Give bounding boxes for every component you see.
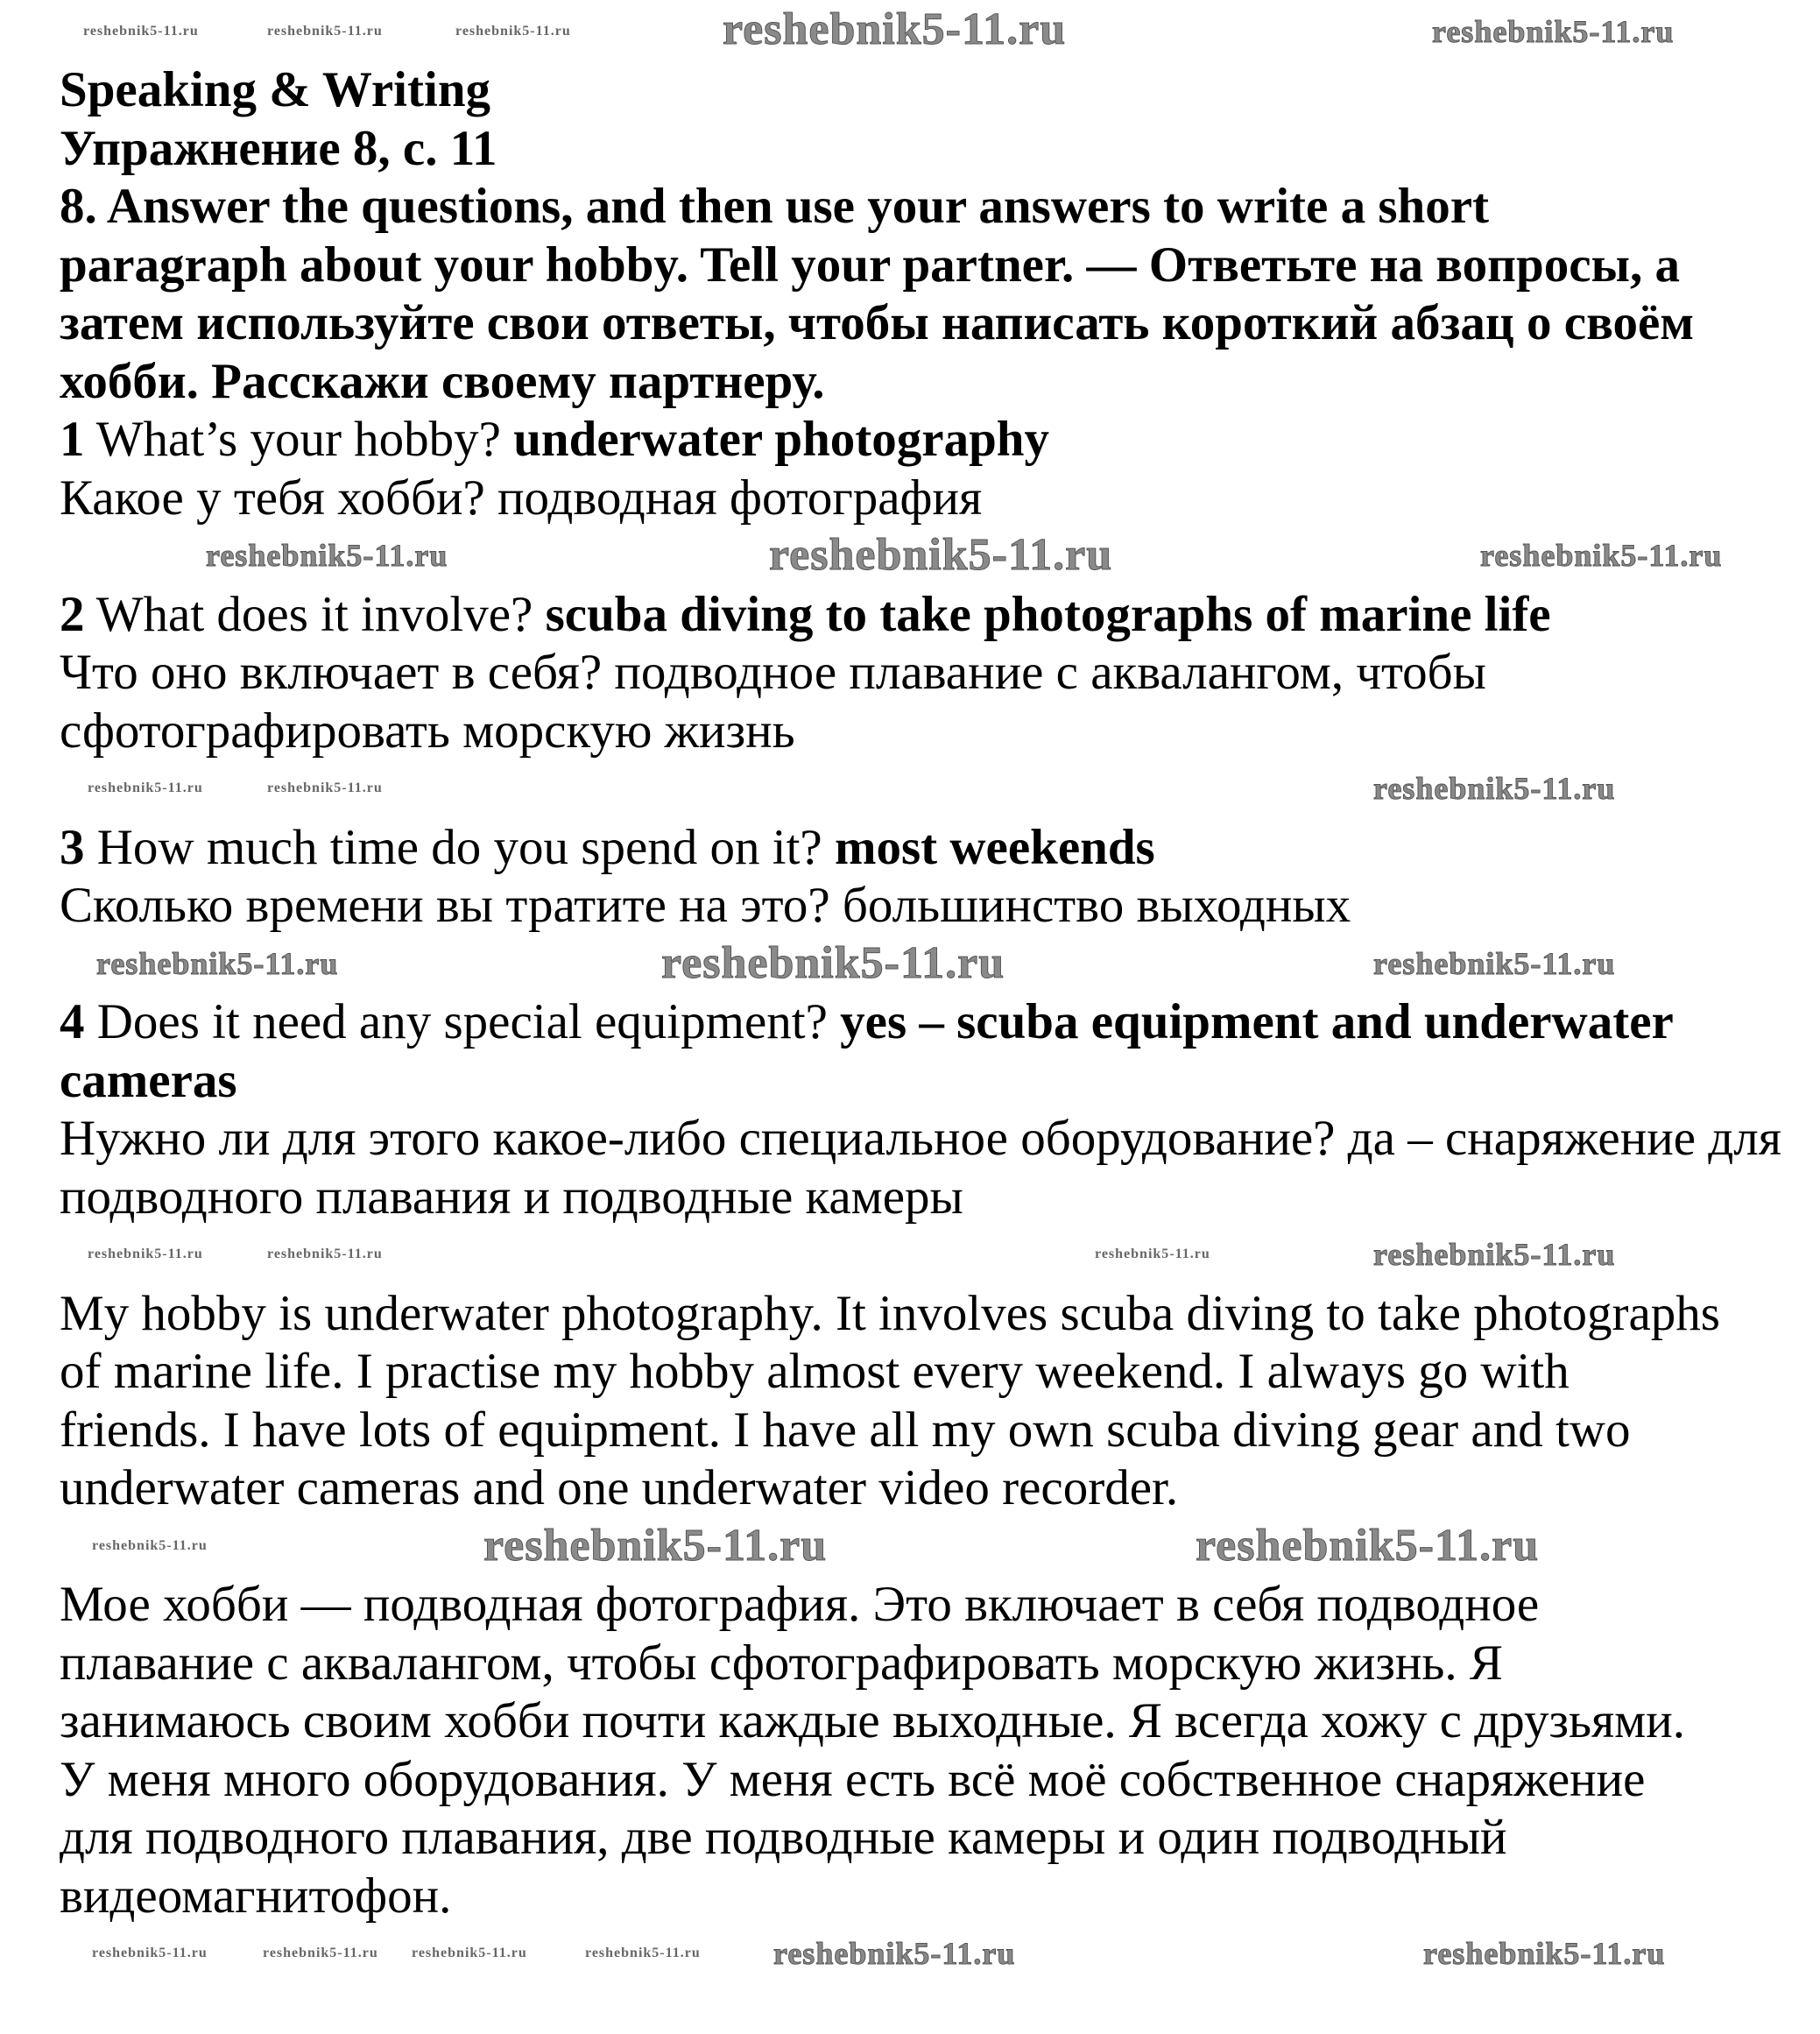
exercise-title: Упражнение 8, с. 11 [60, 120, 497, 176]
question-2 [60, 586, 1802, 761]
question-number: 1 [60, 412, 85, 467]
question-text: Does it need any special equipment? [96, 994, 828, 1049]
watermark: reshebnik5-11.ru [267, 1247, 383, 1261]
watermark: reshebnik5-11.ru [1373, 945, 1616, 981]
paragraph-line: underwater cameras and one underwater video recorder. [60, 1460, 1179, 1515]
task-line: paragraph about your hobby. Tell your partner. — Ответьте на вопросы, а [60, 237, 1681, 293]
question-text: How much time do you spend on it? [96, 819, 822, 875]
paragraph-line: У меня много оборудования. У меня есть всё моё собственное снаряжение [60, 1751, 1646, 1807]
paragraph-line: of marine life. I practise my hobby almost every weekend. I always go with [60, 1344, 1570, 1399]
watermark: reshebnik5-11.ru [1480, 538, 1723, 573]
question-number: 3 [60, 819, 85, 875]
paragraph-line: My hobby is underwater photography. It involves scuba diving to take photographs [60, 1285, 1720, 1341]
watermark: reshebnik5-11.ru [83, 24, 199, 39]
watermark: reshebnik5-11.ru [1196, 1520, 1540, 1571]
translation-text: Сколько времени вы тратите на это? большинство выходных [60, 878, 1351, 933]
watermark: reshebnik5-11.ru [483, 1520, 828, 1571]
question-number: 2 [60, 586, 85, 642]
paragraph-line: для подводного плавания, две подводные камеры и один подводный [60, 1810, 1507, 1865]
document-page [60, 61, 1802, 1984]
spacer [60, 1226, 1802, 1285]
watermark: reshebnik5-11.ru [412, 1946, 527, 1960]
question-4 [60, 993, 1802, 1226]
watermark: reshebnik5-11.ru [263, 1946, 378, 1960]
watermark: reshebnik5-11.ru [92, 1946, 208, 1960]
top-watermark-band [60, 0, 1802, 58]
task-line: затем используйте свои ответы, чтобы написать короткий абзац о своём [60, 295, 1695, 350]
watermark: reshebnik5-11.ru [661, 937, 1005, 988]
watermark: reshebnik5-11.ru [92, 1537, 208, 1553]
watermark: reshebnik5-11.ru [267, 780, 383, 795]
translation-text: Нужно ли для этого какое-либо специальное оборудование? да – снаряжение для подводного плавания и подводные камеры [60, 1111, 1781, 1225]
watermark: reshebnik5-11.ru [1373, 771, 1616, 806]
paragraph-line: плавание с аквалангом, чтобы сфотографировать морскую жизнь. Я [60, 1635, 1503, 1691]
paragraph-russian [60, 1576, 1802, 1925]
watermark: reshebnik5-11.ru [1423, 1936, 1666, 1971]
watermark: reshebnik5-11.ru [96, 945, 339, 981]
answer-text: underwater photography [513, 412, 1049, 467]
watermark: reshebnik5-11.ru [1373, 1237, 1616, 1272]
question-3 [60, 819, 1802, 936]
spacer [60, 936, 1802, 994]
spacer [60, 527, 1802, 586]
spacer [60, 1518, 1802, 1577]
section-title: Speaking & Writing [60, 62, 491, 117]
answer-text: yes – scuba equipment and underwater cameras [60, 994, 1673, 1108]
paragraph-line: Мое хобби — подводная фотография. Это включает в себя подводное [60, 1577, 1540, 1632]
watermark: reshebnik5-11.ru [769, 530, 1113, 580]
paragraph-english [60, 1285, 1802, 1518]
spacer [60, 1925, 1802, 1984]
watermark: reshebnik5-11.ru [1095, 1247, 1210, 1261]
question-number: 4 [60, 994, 85, 1049]
answer-text: scuba diving to take photographs of marine life [545, 586, 1551, 642]
paragraph-line: friends. I have lots of equipment. I have all my own scuba diving gear and two [60, 1402, 1631, 1458]
watermark: reshebnik5-11.ru [267, 24, 383, 39]
watermark: reshebnik5-11.ru [585, 1946, 701, 1960]
watermark: reshebnik5-11.ru [773, 1936, 1016, 1971]
watermark: reshebnik5-11.ru [455, 24, 571, 39]
watermark: reshebnik5-11.ru [723, 4, 1067, 54]
watermark: reshebnik5-11.ru [1432, 14, 1675, 49]
task-line: 8. Answer the questions, and then use your answers to write a short [60, 179, 1489, 234]
watermark: reshebnik5-11.ru [88, 1247, 203, 1261]
question-text: What does it involve? [95, 586, 533, 642]
paragraph-line: видеомагнитофон. [60, 1868, 452, 1924]
task-line: хобби. Расскажи своему партнеру. [60, 353, 825, 409]
watermark: reshebnik5-11.ru [88, 780, 203, 795]
translation-text: Какое у тебя хобби? подводная фотография [60, 470, 983, 526]
paragraph-line: занимаюсь своим хобби почти каждые выходные. Я всегда хожу с друзьями. [60, 1693, 1686, 1748]
question-1 [60, 411, 1802, 527]
translation-text: Что оно включает в себя? подводное плавание с аквалангом, чтобы сфотографировать морскую жизнь [60, 645, 1486, 759]
question-text: What’s your hobby? [95, 412, 501, 467]
answer-text: most weekends [834, 819, 1155, 875]
spacer [60, 760, 1802, 819]
watermark: reshebnik5-11.ru [206, 538, 448, 573]
